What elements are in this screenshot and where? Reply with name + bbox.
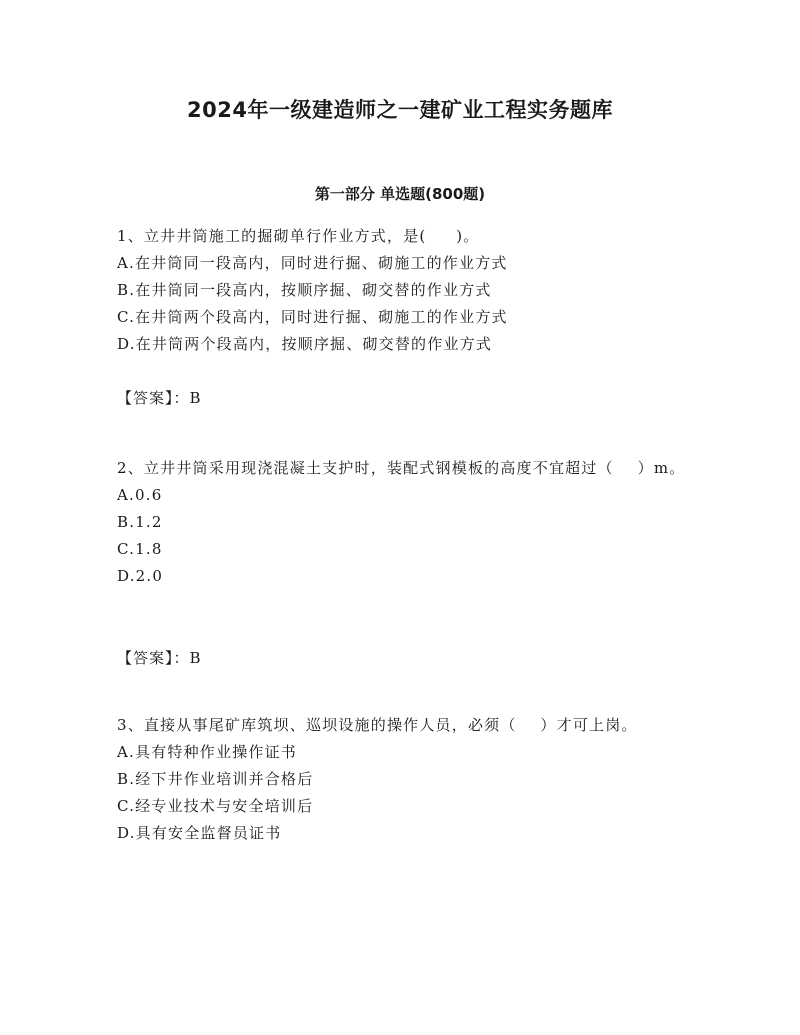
question-stem: 1、立井井筒施工的掘砌单行作业方式，是( )。 (117, 227, 480, 245)
answer-2: 【答案】：B (117, 649, 202, 667)
option-c: C.在井筒两个段高内，同时进行掘、砌施工的作业方式 (117, 308, 508, 326)
option-a: A.具有特种作业操作证书 (117, 743, 298, 761)
option-b: B.在井筒同一段高内，按顺序掘、砌交替的作业方式 (117, 281, 492, 299)
option-c: C.1.8 (117, 540, 163, 558)
option-d: D.2.0 (117, 567, 164, 585)
option-b: B.1.2 (117, 513, 163, 531)
option-b: B.经下井作业培训并合格后 (117, 770, 314, 788)
page-title: 2024年一级建造师之一建矿业工程实务题库 (187, 98, 613, 122)
question-1 (117, 223, 687, 358)
option-d: D.在井筒两个段高内，按顺序掘、砌交替的作业方式 (117, 335, 493, 353)
option-a: A.0.6 (117, 486, 163, 504)
question-3 (117, 712, 687, 847)
answer-1: 【答案】：B (117, 389, 202, 407)
option-c: C.经专业技术与安全培训后 (117, 797, 314, 815)
question-stem: 2、立井井筒采用现浇混凝土支护时，装配式钢模板的高度不宜超过（ ）m。 (117, 459, 686, 477)
section-title: 第一部分 单选题(800题) (314, 185, 486, 203)
option-a: A.在井筒同一段高内，同时进行掘、砌施工的作业方式 (117, 254, 508, 272)
question-stem: 3、直接从事尾矿库筑坝、巡坝设施的操作人员，必须（ ）才可上岗。 (117, 716, 638, 734)
option-d: D.具有安全监督员证书 (117, 824, 282, 842)
question-2 (117, 455, 687, 590)
